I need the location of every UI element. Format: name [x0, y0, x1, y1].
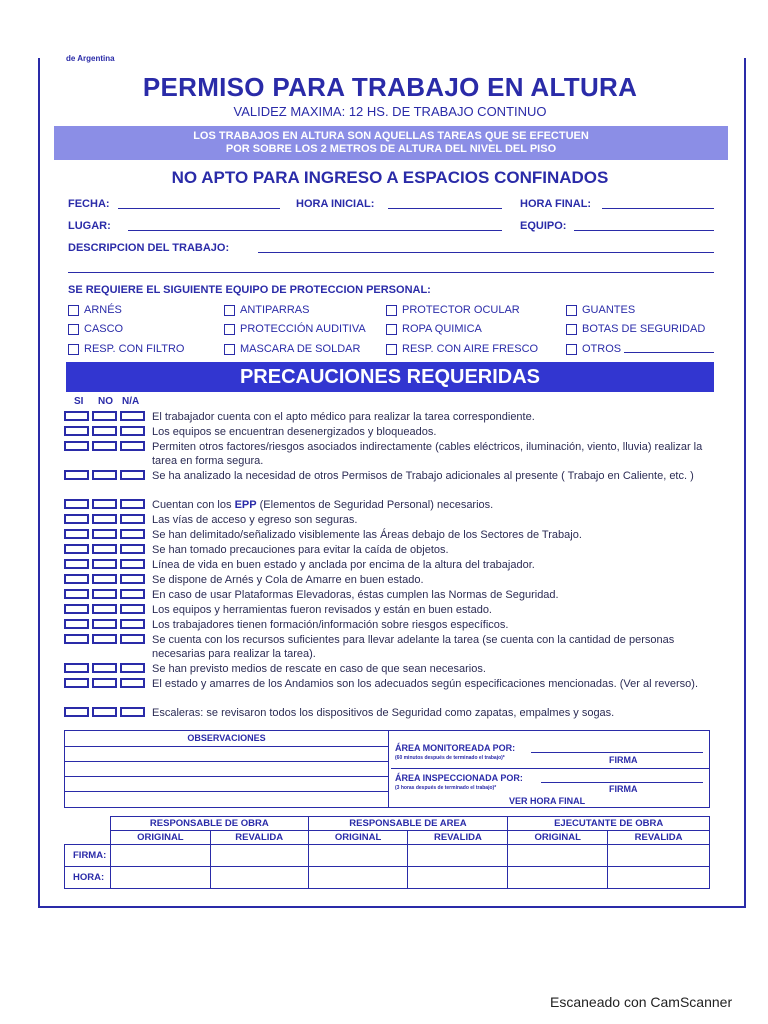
precaution-row: Permiten otros factores/riesgos asociados indirectamente (cables eléctricos, iluminación, viento, lluvia) realizar la tarea en forma segura. — [64, 440, 714, 468]
epp-proteccion-auditiva[interactable]: PROTECCIÓN AUDITIVA — [224, 323, 366, 335]
check-si[interactable] — [64, 604, 89, 614]
observaciones-line[interactable] — [65, 762, 388, 777]
responsable-obra-header: RESPONSABLE DE OBRA — [110, 817, 308, 831]
check-group[interactable] — [64, 498, 152, 512]
time-cell[interactable] — [408, 867, 508, 889]
check-na[interactable] — [120, 574, 145, 584]
check-si[interactable] — [64, 426, 89, 436]
area-panel — [391, 731, 709, 807]
area-monitoreada-label: ÁREA MONITOREADA POR: — [395, 743, 516, 753]
lugar-label: LUGAR: — [68, 220, 111, 232]
epp-antiparras[interactable]: ANTIPARRAS — [224, 304, 309, 316]
precaution-row: Se han delimitado/señalizado visiblemente las Áreas debajo de los Sectores de Trabajo. — [64, 528, 714, 542]
hora-inicial-field[interactable] — [388, 208, 502, 209]
check-na[interactable] — [120, 441, 145, 451]
check-na[interactable] — [120, 499, 145, 509]
checkbox[interactable] — [224, 305, 235, 316]
epp-mascara-soldar[interactable]: MASCARA DE SOLDAR — [224, 343, 360, 355]
firma-monitoreada-label: FIRMA — [609, 755, 638, 765]
check-no[interactable] — [92, 529, 117, 539]
confined-space-warning: NO APTO PARA INGRESO A ESPACIOS CONFINADOS — [171, 168, 609, 187]
col-si: SI — [74, 396, 84, 407]
check-si[interactable] — [64, 544, 89, 554]
precaution-row: Los trabajadores tienen formación/información sobre riesgos específicos. — [64, 618, 714, 632]
epp-guantes[interactable]: GUANTES — [566, 304, 635, 316]
epp-botas-seguridad[interactable]: BOTAS DE SEGURIDAD — [566, 323, 705, 335]
precaution-row: El estado y amarres de los Andamios son los adecuados según especificaciones mencionadas. (Ver al reverso). — [64, 677, 714, 691]
signature-cell[interactable] — [408, 845, 508, 867]
check-si[interactable] — [64, 411, 89, 421]
check-no[interactable] — [92, 589, 117, 599]
check-no[interactable] — [92, 499, 117, 509]
precaution-row: Se ha analizado la necesidad de otros Permisos de Trabajo adicionales al presente ( Trabajo en Caliente, etc. ) — [64, 469, 714, 483]
check-si[interactable] — [64, 589, 89, 599]
epp-otros[interactable]: OTROS — [566, 343, 621, 355]
check-no[interactable] — [92, 634, 117, 644]
checkbox[interactable] — [68, 344, 79, 355]
check-no[interactable] — [92, 663, 117, 673]
check-na[interactable] — [120, 544, 145, 554]
fecha-label: FECHA: — [68, 198, 110, 210]
check-no[interactable] — [92, 604, 117, 614]
hora-inicial-label: HORA INICIAL: — [296, 198, 375, 210]
scanner-watermark: Escaneado con CamScanner — [550, 994, 733, 1010]
check-group[interactable] — [64, 573, 152, 587]
check-si[interactable] — [64, 529, 89, 539]
epp-ropa-quimica[interactable]: ROPA QUIMICA — [386, 323, 482, 335]
original-header: ORIGINAL — [110, 831, 210, 845]
descripcion-field[interactable] — [258, 252, 714, 253]
checkbox[interactable] — [68, 324, 79, 335]
check-group[interactable] — [64, 558, 152, 572]
check-si[interactable] — [64, 559, 89, 569]
observaciones-title: OBSERVACIONES — [65, 731, 388, 747]
checkbox[interactable] — [566, 324, 577, 335]
precaution-row: Se cuenta con los recursos suficientes para llevar adelante la tarea (se cuenta con la cantidad de personas necesarias para realizar la tarea). — [64, 633, 714, 661]
ejecutante-obra-header: EJECUTANTE DE OBRA — [508, 817, 710, 831]
signature-table — [64, 816, 710, 889]
signature-cell[interactable] — [608, 845, 710, 867]
precaution-row: Línea de vida en buen estado y anclada por encima de la altura del trabajador. — [64, 558, 714, 572]
hora-final-field[interactable] — [602, 208, 714, 209]
check-na[interactable] — [120, 619, 145, 629]
area-monitoreada-field[interactable] — [531, 752, 703, 753]
check-group[interactable] — [64, 706, 152, 720]
definition-banner — [54, 126, 728, 160]
hora-row-label: HORA: — [65, 867, 111, 889]
definition-line-1: LOS TRABAJOS EN ALTURA SON AQUELLAS TAREAS QUE SE EFECTUEN — [193, 130, 589, 142]
check-no[interactable] — [92, 470, 117, 480]
checkbox[interactable] — [68, 305, 79, 316]
check-no[interactable] — [92, 707, 117, 717]
precaution-row: Escaleras: se revisaron todos los dispositivos de Seguridad como zapatas, empalmes y sogas. — [64, 706, 714, 720]
precaution-row: Se dispone de Arnés y Cola de Amarre en buen estado. — [64, 573, 714, 587]
check-si[interactable] — [64, 663, 89, 673]
responsable-area-header: RESPONSABLE DE AREA — [308, 817, 508, 831]
check-na[interactable] — [120, 634, 145, 644]
check-no[interactable] — [92, 411, 117, 421]
epp-casco[interactable]: CASCO — [68, 323, 123, 335]
precaution-row: Las vías de acceso y egreso son seguras. — [64, 513, 714, 527]
check-no[interactable] — [92, 574, 117, 584]
epp-otros-field[interactable] — [624, 352, 714, 353]
equipo-field[interactable] — [574, 230, 714, 231]
time-cell[interactable] — [308, 867, 408, 889]
check-na[interactable] — [120, 589, 145, 599]
firma-inspeccionada-label: FIRMA — [609, 784, 638, 794]
form-title: PERMISO PARA TRABAJO EN ALTURA — [142, 72, 638, 102]
checkbox[interactable] — [386, 305, 397, 316]
descripcion-field-line-2[interactable] — [68, 272, 714, 273]
area-monitoreada-note: (60 minutos después de terminado el trabajo)* — [395, 755, 505, 761]
observaciones-line[interactable] — [65, 777, 388, 792]
original-header: ORIGINAL — [308, 831, 408, 845]
precaution-row: El trabajador cuenta con el apto médico para realizar la tarea correspondiente. — [64, 410, 714, 424]
check-na[interactable] — [120, 707, 145, 717]
checkbox[interactable] — [386, 324, 397, 335]
area-divider — [391, 768, 709, 769]
revalida-header: REVALIDA — [210, 831, 308, 845]
precaution-row: En caso de usar Plataformas Elevadoras, éstas cumplen las Normas de Seguridad. — [64, 588, 714, 602]
check-si[interactable] — [64, 514, 89, 524]
check-group[interactable] — [64, 410, 152, 424]
check-group[interactable] — [64, 425, 152, 439]
time-cell[interactable] — [210, 867, 308, 889]
definition-line-2: POR SOBRE LOS 2 METROS DE ALTURA DEL NIVEL DEL PISO — [225, 143, 557, 155]
checkbox[interactable] — [566, 305, 577, 316]
observaciones-panel — [65, 731, 389, 807]
precaution-row: Se han tomado precauciones para evitar la caída de objetos. — [64, 543, 714, 557]
blank-cell — [65, 817, 111, 831]
observaciones-line[interactable] — [65, 747, 388, 762]
precauciones-banner: PRECAUCIONES REQUERIDAS — [66, 362, 714, 392]
signature-cell[interactable] — [308, 845, 408, 867]
validity-note: VALIDEZ MAXIMA: 12 HS. DE TRABAJO CONTINUO — [233, 104, 547, 119]
epp-arnes[interactable]: ARNÉS — [68, 304, 122, 316]
check-si[interactable] — [64, 441, 89, 451]
checkbox[interactable] — [224, 344, 235, 355]
check-si[interactable] — [64, 574, 89, 584]
signature-cell[interactable] — [210, 845, 308, 867]
check-group[interactable] — [64, 513, 152, 527]
precaution-row: Cuentan con los EPP (Elementos de Seguridad Personal) necesarios. — [64, 498, 714, 512]
check-no[interactable] — [92, 514, 117, 524]
checkbox[interactable] — [566, 344, 577, 355]
fecha-field[interactable] — [118, 208, 280, 209]
check-group[interactable] — [64, 633, 152, 661]
check-na[interactable] — [120, 604, 145, 614]
observaciones-box — [64, 730, 710, 808]
check-na[interactable] — [120, 411, 145, 421]
checkbox[interactable] — [386, 344, 397, 355]
check-group[interactable] — [64, 662, 152, 676]
time-cell[interactable] — [608, 867, 710, 889]
time-cell[interactable] — [508, 867, 608, 889]
check-no[interactable] — [92, 544, 117, 554]
company-name: de Argentina — [66, 54, 115, 63]
check-na[interactable] — [120, 514, 145, 524]
equipo-label: EQUIPO: — [520, 220, 567, 232]
check-si[interactable] — [64, 707, 89, 717]
precaution-row: Se han previsto medios de rescate en caso de que sean necesarios. — [64, 662, 714, 676]
checkbox[interactable] — [224, 324, 235, 335]
blank-cell — [65, 831, 111, 845]
check-na[interactable] — [120, 663, 145, 673]
original-header: ORIGINAL — [508, 831, 608, 845]
ver-hora-final: VER HORA FINAL — [509, 796, 586, 806]
time-cell[interactable] — [110, 867, 210, 889]
check-si[interactable] — [64, 619, 89, 629]
check-group[interactable] — [64, 677, 152, 691]
check-na[interactable] — [120, 529, 145, 539]
check-si[interactable] — [64, 499, 89, 509]
signature-cell[interactable] — [508, 845, 608, 867]
epp-resp-aire-fresco[interactable]: RESP. CON AIRE FRESCO — [386, 343, 538, 355]
precaution-row: Los equipos y herramientas fueron revisados y están en buen estado. — [64, 603, 714, 617]
check-na[interactable] — [120, 426, 145, 436]
revalida-header: REVALIDA — [608, 831, 710, 845]
check-si[interactable] — [64, 470, 89, 480]
epp-resp-filtro[interactable]: RESP. CON FILTRO — [68, 343, 184, 355]
firma-row-label: FIRMA: — [65, 845, 111, 867]
check-na[interactable] — [120, 678, 145, 688]
check-no[interactable] — [92, 619, 117, 629]
area-inspeccionada-label: ÁREA INSPECCIONADA POR: — [395, 773, 523, 783]
check-group[interactable] — [64, 588, 152, 602]
check-no[interactable] — [92, 426, 117, 436]
check-group[interactable] — [64, 469, 152, 483]
col-no: NO — [98, 396, 113, 407]
revalida-header: REVALIDA — [408, 831, 508, 845]
lugar-field[interactable] — [128, 230, 502, 231]
epp-protector-ocular[interactable]: PROTECTOR OCULAR — [386, 304, 520, 316]
check-na[interactable] — [120, 559, 145, 569]
descripcion-label: DESCRIPCION DEL TRABAJO: — [68, 242, 230, 254]
check-no[interactable] — [92, 559, 117, 569]
precaution-row: Los equipos se encuentran desenergizados y bloqueados. — [64, 425, 714, 439]
check-si[interactable] — [64, 678, 89, 688]
check-no[interactable] — [92, 678, 117, 688]
hora-final-label: HORA FINAL: — [520, 198, 592, 210]
check-si[interactable] — [64, 634, 89, 644]
signature-cell[interactable] — [110, 845, 210, 867]
area-inspeccionada-note: (3 horas después de terminado el trabajo)* — [395, 785, 497, 791]
check-group[interactable] — [64, 543, 152, 557]
epp-title: SE REQUIERE EL SIGUIENTE EQUIPO DE PROTECCION PERSONAL: — [68, 284, 431, 296]
check-group[interactable] — [64, 603, 152, 617]
check-na[interactable] — [120, 470, 145, 480]
check-group[interactable] — [64, 528, 152, 542]
check-group[interactable] — [64, 618, 152, 632]
check-group[interactable] — [64, 440, 152, 468]
check-no[interactable] — [92, 441, 117, 451]
col-na: N/A — [122, 396, 140, 407]
area-inspeccionada-field[interactable] — [541, 782, 703, 783]
